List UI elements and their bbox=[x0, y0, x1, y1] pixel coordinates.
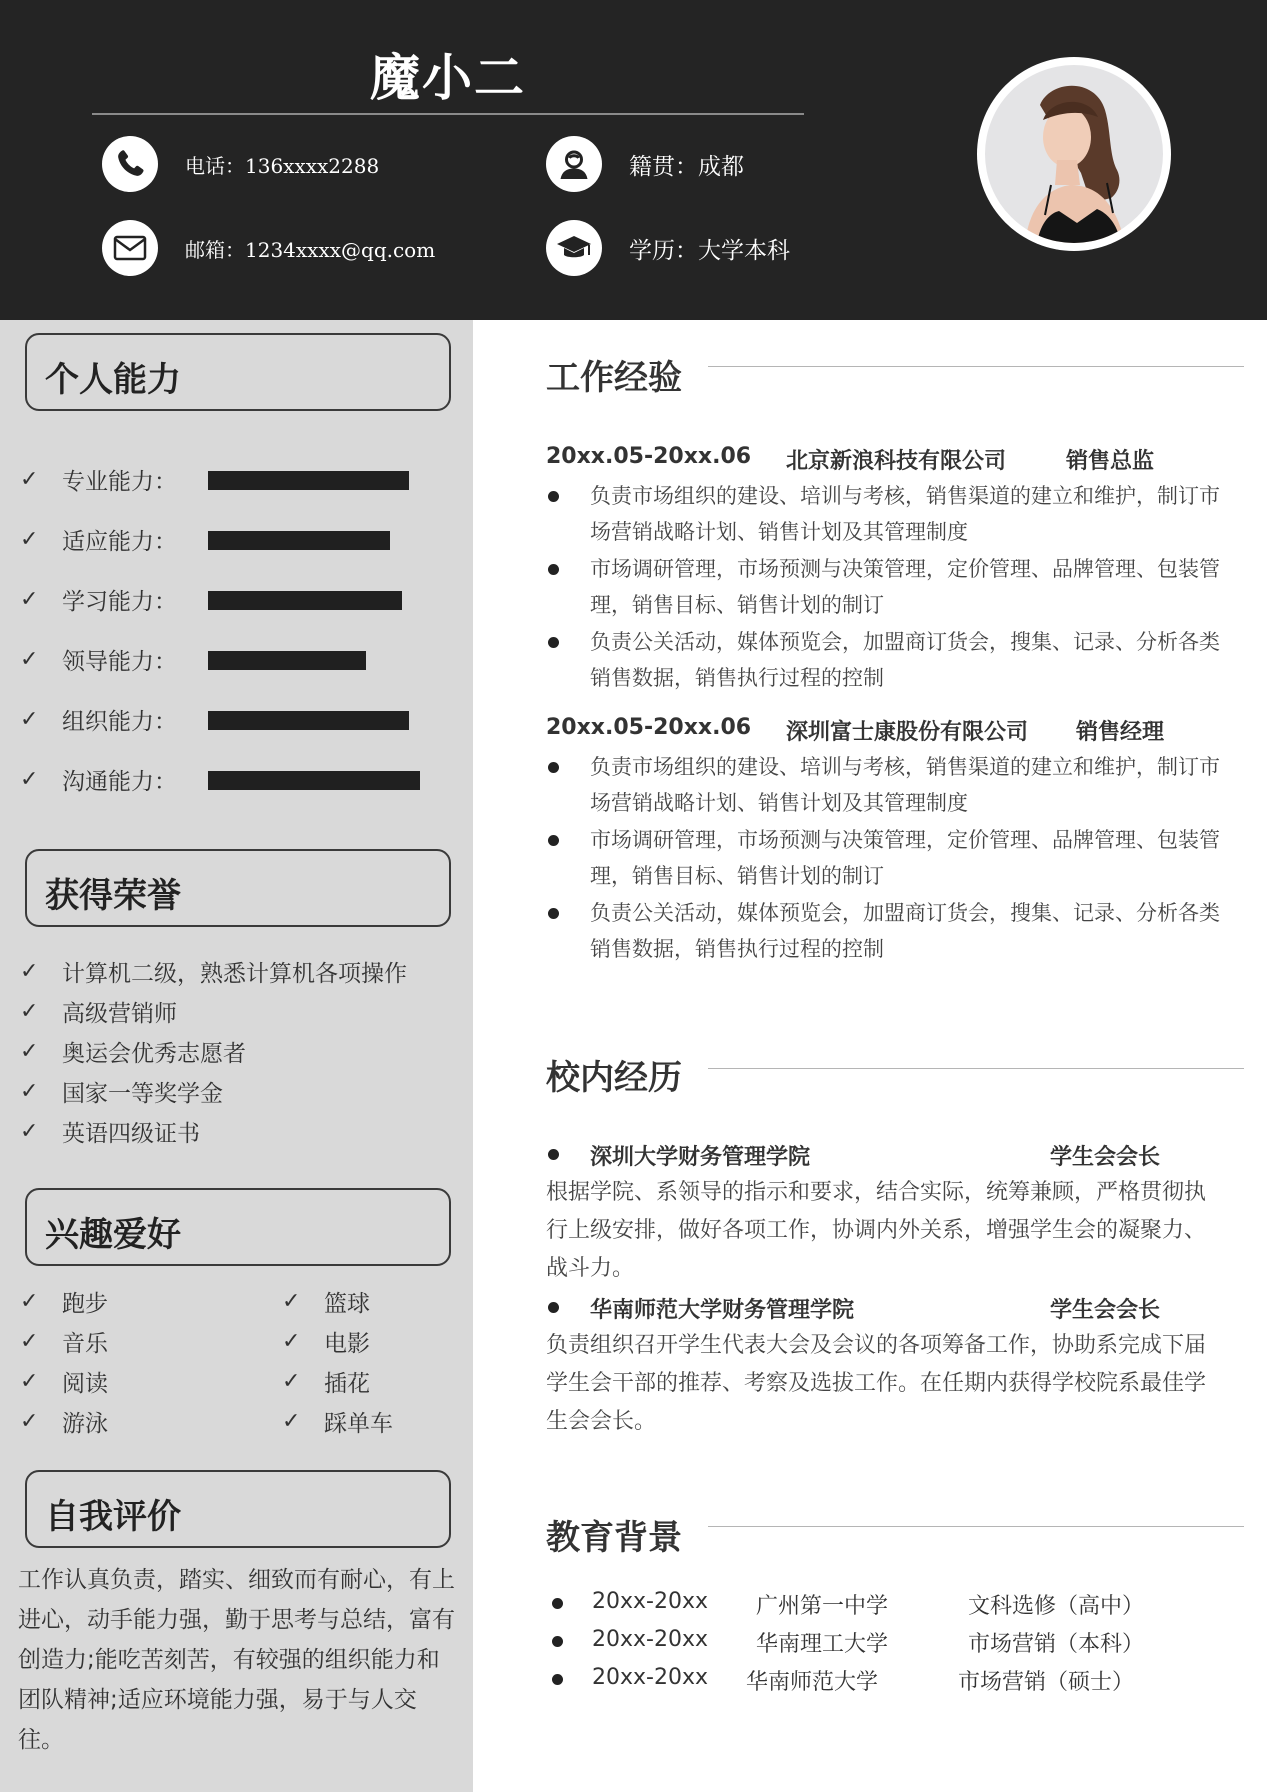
campus-description: 根据学院、系领导的指示和要求，结合实际，统筹兼顾，严格贯彻执行上级安排，做好各项工作，协调内外关系，增强学生会的凝聚力、战斗力。 bbox=[546, 1180, 1207, 1281]
hobby-item bbox=[282, 1405, 393, 1438]
section-self-eval-title bbox=[25, 1470, 451, 1548]
check-icon: ✓ bbox=[282, 1409, 301, 1434]
ability-label: 适应能力： bbox=[62, 529, 177, 555]
check-icon: ✓ bbox=[20, 1329, 39, 1354]
check-icon: ✓ bbox=[20, 1369, 39, 1394]
profile-photo bbox=[985, 65, 1163, 243]
honor-item bbox=[20, 1075, 223, 1108]
work-section-title: 工作经验 bbox=[546, 358, 682, 398]
ability-level-bar bbox=[208, 711, 409, 730]
section-hobbies-title bbox=[25, 1188, 451, 1266]
ability-label: 组织能力： bbox=[62, 709, 177, 735]
honor-item bbox=[20, 995, 177, 1028]
campus-school: 华南师范大学财务管理学院 bbox=[590, 1298, 855, 1323]
campus-school: 深圳大学财务管理学院 bbox=[590, 1145, 811, 1170]
check-icon: ✓ bbox=[282, 1369, 301, 1394]
job-period: 20xx.05-20xx.06 bbox=[546, 444, 752, 469]
ability-level-bar bbox=[208, 531, 390, 550]
hobby-text: 插花 bbox=[324, 1371, 370, 1397]
honor-text: 国家一等奖学金 bbox=[62, 1081, 223, 1107]
ability-label: 沟通能力： bbox=[62, 769, 177, 795]
honor-text: 高级营销师 bbox=[62, 1001, 177, 1027]
job-duty: 负责市场组织的建设、培训与考核，销售渠道的建立和维护，制订市场营销战略计划、销售计划及其管理制度 bbox=[546, 749, 1226, 821]
check-icon: ✓ bbox=[20, 999, 39, 1024]
hobby-text: 游泳 bbox=[62, 1411, 108, 1437]
ability-row bbox=[20, 583, 177, 616]
honors-title-text: 获得荣誉 bbox=[45, 876, 181, 916]
education-section-title: 教育背景 bbox=[546, 1518, 682, 1558]
phone-icon bbox=[102, 136, 158, 192]
name-divider bbox=[92, 113, 804, 115]
education-info bbox=[546, 220, 790, 276]
education-period: 20xx-20xx bbox=[592, 1665, 709, 1690]
self-eval-title-text: 自我评价 bbox=[45, 1497, 181, 1537]
education-period: 20xx-20xx bbox=[592, 1627, 709, 1652]
hobby-text: 踩单车 bbox=[324, 1411, 393, 1437]
check-icon: ✓ bbox=[20, 767, 39, 792]
ability-label: 专业能力： bbox=[62, 469, 177, 495]
job-duty: 市场调研管理，市场预测与决策管理，定价管理、品牌管理、包装管理，销售目标、销售计划的制订 bbox=[546, 822, 1226, 894]
honor-text: 计算机二级，熟悉计算机各项操作 bbox=[62, 961, 407, 987]
check-icon: ✓ bbox=[20, 1289, 39, 1314]
campus-section-rule bbox=[708, 1068, 1244, 1069]
ability-label: 领导能力： bbox=[62, 649, 177, 675]
email-info bbox=[102, 220, 435, 276]
email-text: 邮箱：1234xxxx@qq.com bbox=[185, 237, 436, 262]
person-icon bbox=[546, 136, 602, 192]
work-section-rule bbox=[708, 366, 1244, 367]
ability-row bbox=[20, 523, 177, 556]
job-period: 20xx.05-20xx.06 bbox=[546, 715, 752, 740]
campus-section-title: 校内经历 bbox=[546, 1058, 682, 1098]
campus-header bbox=[546, 1293, 1226, 1324]
campus-description: 负责组织召开学生代表大会及会议的各项筹备工作，协助系完成下届学生会干部的推荐、考察及选拔工作。在任期内获得学校院系最佳学生会会长。 bbox=[546, 1333, 1207, 1434]
education-period: 20xx-20xx bbox=[592, 1589, 709, 1614]
hobby-item bbox=[282, 1365, 370, 1398]
hobby-item bbox=[20, 1365, 108, 1398]
hobby-item bbox=[282, 1325, 370, 1358]
check-icon: ✓ bbox=[20, 1409, 39, 1434]
section-abilities-title bbox=[25, 333, 451, 411]
job-position: 销售经理 bbox=[1076, 720, 1165, 745]
ability-row bbox=[20, 703, 177, 736]
job-duty: 市场调研管理，市场预测与决策管理，定价管理、品牌管理、包装管理，销售目标、销售计划的制订 bbox=[546, 551, 1226, 623]
abilities-title-text: 个人能力 bbox=[45, 360, 181, 400]
education-text: 学历：大学本科 bbox=[629, 237, 790, 264]
check-icon: ✓ bbox=[20, 467, 39, 492]
ability-row bbox=[20, 643, 177, 676]
ability-level-bar bbox=[208, 591, 402, 610]
hobby-item bbox=[282, 1285, 370, 1318]
hobby-text: 篮球 bbox=[324, 1291, 370, 1317]
hometown-info bbox=[546, 136, 744, 192]
education-school: 华南师范大学 bbox=[746, 1670, 879, 1695]
education-school: 广州第一中学 bbox=[756, 1594, 889, 1619]
education-section-rule bbox=[708, 1526, 1244, 1527]
check-icon: ✓ bbox=[20, 1119, 39, 1144]
education-major: 市场营销（本科） bbox=[968, 1632, 1145, 1657]
hobby-text: 电影 bbox=[324, 1331, 370, 1357]
check-icon: ✓ bbox=[20, 1039, 39, 1064]
ability-row bbox=[20, 463, 177, 496]
check-icon: ✓ bbox=[20, 1079, 39, 1104]
honor-item bbox=[20, 1115, 200, 1148]
check-icon: ✓ bbox=[20, 527, 39, 552]
check-icon: ✓ bbox=[20, 587, 39, 612]
education-major: 市场营销（硕士） bbox=[958, 1670, 1135, 1695]
hobby-text: 阅读 bbox=[62, 1371, 108, 1397]
campus-header bbox=[546, 1140, 1226, 1171]
ability-level-bar bbox=[208, 471, 409, 490]
hobbies-title-text: 兴趣爱好 bbox=[45, 1215, 181, 1255]
header bbox=[0, 0, 1267, 320]
ability-level-bar bbox=[208, 771, 420, 790]
ability-level-bar bbox=[208, 651, 366, 670]
check-icon: ✓ bbox=[282, 1289, 301, 1314]
hobby-item bbox=[20, 1325, 108, 1358]
honor-text: 奥运会优秀志愿者 bbox=[62, 1041, 246, 1067]
honor-item bbox=[20, 955, 407, 988]
campus-role: 学生会会长 bbox=[1050, 1298, 1161, 1323]
self-evaluation-text: 工作认真负责，踏实、细致而有耐心，有上进心，动手能力强，勤于思考与总结，富有创造力;能吃苦刻苦，有较强的组织能力和团队精神;适应环境能力强，易于与人交往。 bbox=[18, 1567, 455, 1753]
profile-photo-frame bbox=[977, 57, 1171, 251]
ability-row bbox=[20, 763, 177, 796]
hobby-item bbox=[20, 1285, 108, 1318]
job-duty: 负责公关活动，媒体预览会，加盟商订货会，搜集、记录、分析各类销售数据，销售执行过程的控制 bbox=[546, 895, 1226, 967]
check-icon: ✓ bbox=[20, 647, 39, 672]
education-school: 华南理工大学 bbox=[756, 1632, 889, 1657]
check-icon: ✓ bbox=[20, 959, 39, 984]
honor-item bbox=[20, 1035, 246, 1068]
check-icon: ✓ bbox=[282, 1329, 301, 1354]
mail-icon bbox=[102, 220, 158, 276]
phone-info bbox=[102, 136, 379, 192]
job-company: 北京新浪科技有限公司 bbox=[786, 449, 1007, 474]
honor-text: 英语四级证书 bbox=[62, 1121, 200, 1147]
phone-text: 电话：136xxxx2288 bbox=[185, 153, 380, 178]
campus-role: 学生会会长 bbox=[1050, 1145, 1161, 1170]
hometown-text: 籍贯：成都 bbox=[629, 153, 744, 180]
ability-label: 学习能力： bbox=[62, 589, 177, 615]
resume-name: 魔小二 bbox=[370, 49, 526, 107]
job-company: 深圳富士康股份有限公司 bbox=[786, 720, 1029, 745]
hobby-item bbox=[20, 1405, 108, 1438]
graduation-cap-icon bbox=[546, 220, 602, 276]
job-duty: 负责公关活动，媒体预览会，加盟商订货会，搜集、记录、分析各类销售数据，销售执行过程的控制 bbox=[546, 624, 1226, 696]
hobby-text: 跑步 bbox=[62, 1291, 108, 1317]
check-icon: ✓ bbox=[20, 707, 39, 732]
job-duty: 负责市场组织的建设、培训与考核，销售渠道的建立和维护，制订市场营销战略计划、销售计划及其管理制度 bbox=[546, 478, 1226, 550]
education-major: 文科选修（高中） bbox=[968, 1594, 1145, 1619]
section-honors-title bbox=[25, 849, 451, 927]
hobby-text: 音乐 bbox=[62, 1331, 108, 1357]
job-position: 销售总监 bbox=[1066, 449, 1155, 474]
